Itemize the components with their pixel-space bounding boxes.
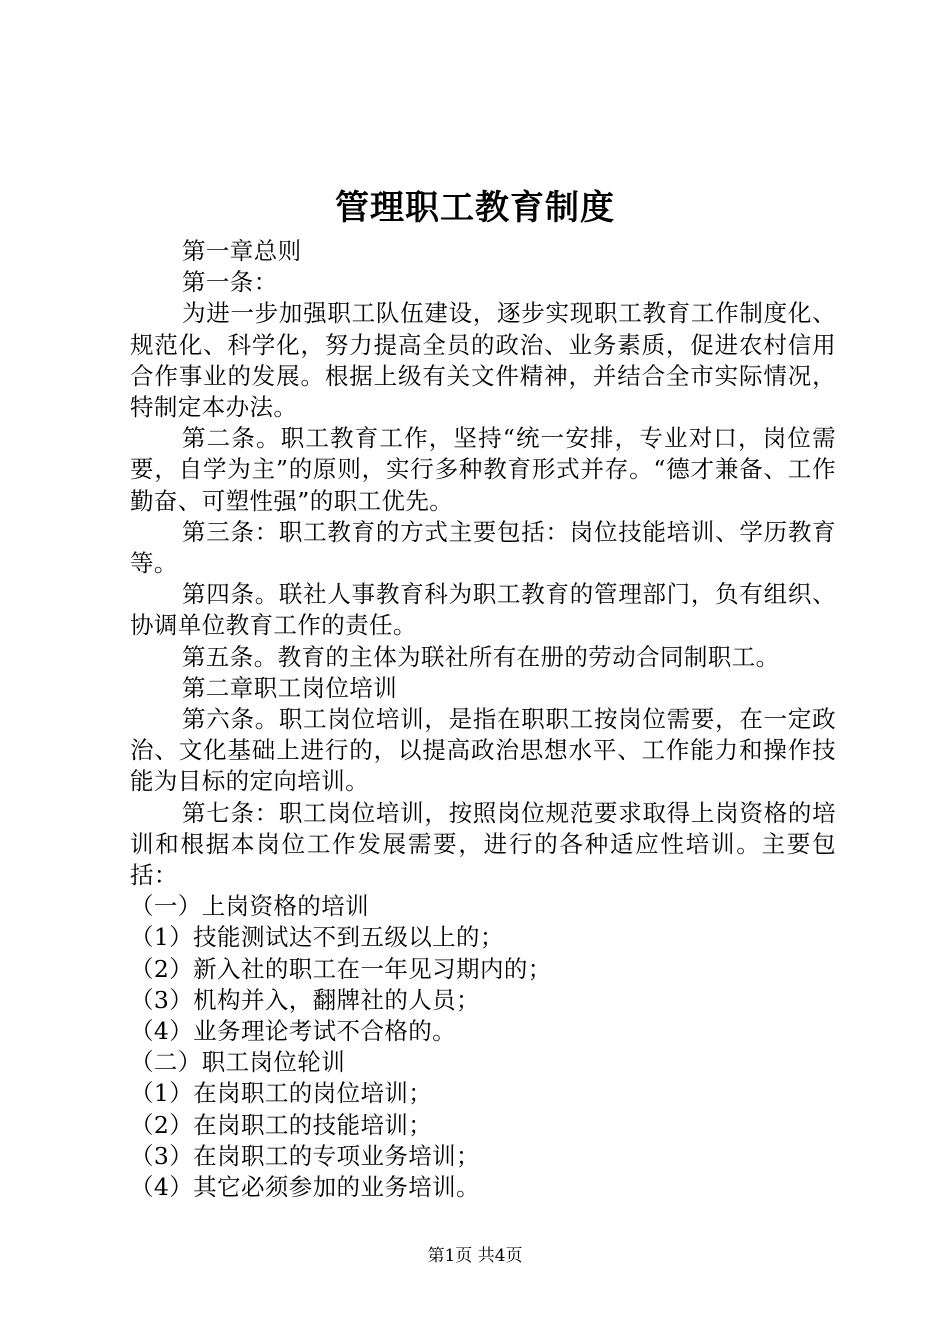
document-body	[130, 236, 836, 1203]
list-item: （3）机构并入，翻牌社的人员；	[130, 985, 480, 1014]
paragraph: 第四条。联社人事教育科为职工教育的管理部门，负有组织、协调单位教育工作的责任。	[130, 580, 836, 640]
chapter-heading: 第一章总则	[182, 237, 302, 265]
list-item: （一）上岗资格的培训	[130, 892, 369, 921]
list-item: （1）在岗职工的岗位培训；	[130, 1079, 433, 1108]
list-item: （3）在岗职工的专项业务培训；	[130, 1141, 480, 1170]
paragraph: 为进一步加强职工队伍建设，逐步实现职工教育工作制度化、规范化、科学化，努力提高全员的政治、业务素质，促进农村信用合作事业的发展。根据上级有关文件精神，并结合全市实际情况，特制定本办法。	[130, 299, 836, 422]
paragraph: 第五条。教育的主体为联社所有在册的劳动合同制职工。	[182, 642, 780, 671]
list-item: （1）技能测试达不到五级以上的；	[130, 923, 504, 952]
list-item: （二）职工岗位轮训	[130, 1048, 346, 1077]
list-item: （2）新入社的职工在一年见习期内的；	[130, 954, 552, 983]
paragraph: 第三条：职工教育的方式主要包括：岗位技能培训、学历教育等。	[130, 517, 836, 578]
list-item: （4）其它必须参加的业务培训。	[130, 1173, 480, 1202]
paragraph: 第二条。职工教育工作，坚持“统一安排，专业对口，岗位需要，自学为主”的原则，实行多种教育形式并存。“德才兼备、工作勤奋、可塑性强”的职工优先。	[130, 424, 836, 515]
document-title: 管理职工教育制度	[335, 188, 615, 228]
article-heading: 第一条：	[182, 268, 278, 297]
list-item: （4）业务理论考试不合格的。	[130, 1017, 457, 1046]
chapter-heading: 第二章职工岗位培训	[182, 673, 398, 702]
page-footer: 第1页 共4页	[427, 1246, 523, 1266]
list-item: （2）在岗职工的技能培训；	[130, 1110, 433, 1139]
paragraph: 第七条：职工岗位培训，按照岗位规范要求取得上岗资格的培训和根据本岗位工作发展需要，进行的各种适应性培训。主要包括：	[130, 798, 836, 890]
paragraph: 第六条。职工岗位培训，是指在职职工按岗位需要，在一定政治、文化基础上进行的，以提高政治思想水平、工作能力和操作技能为目标的定向培训。	[130, 705, 836, 796]
